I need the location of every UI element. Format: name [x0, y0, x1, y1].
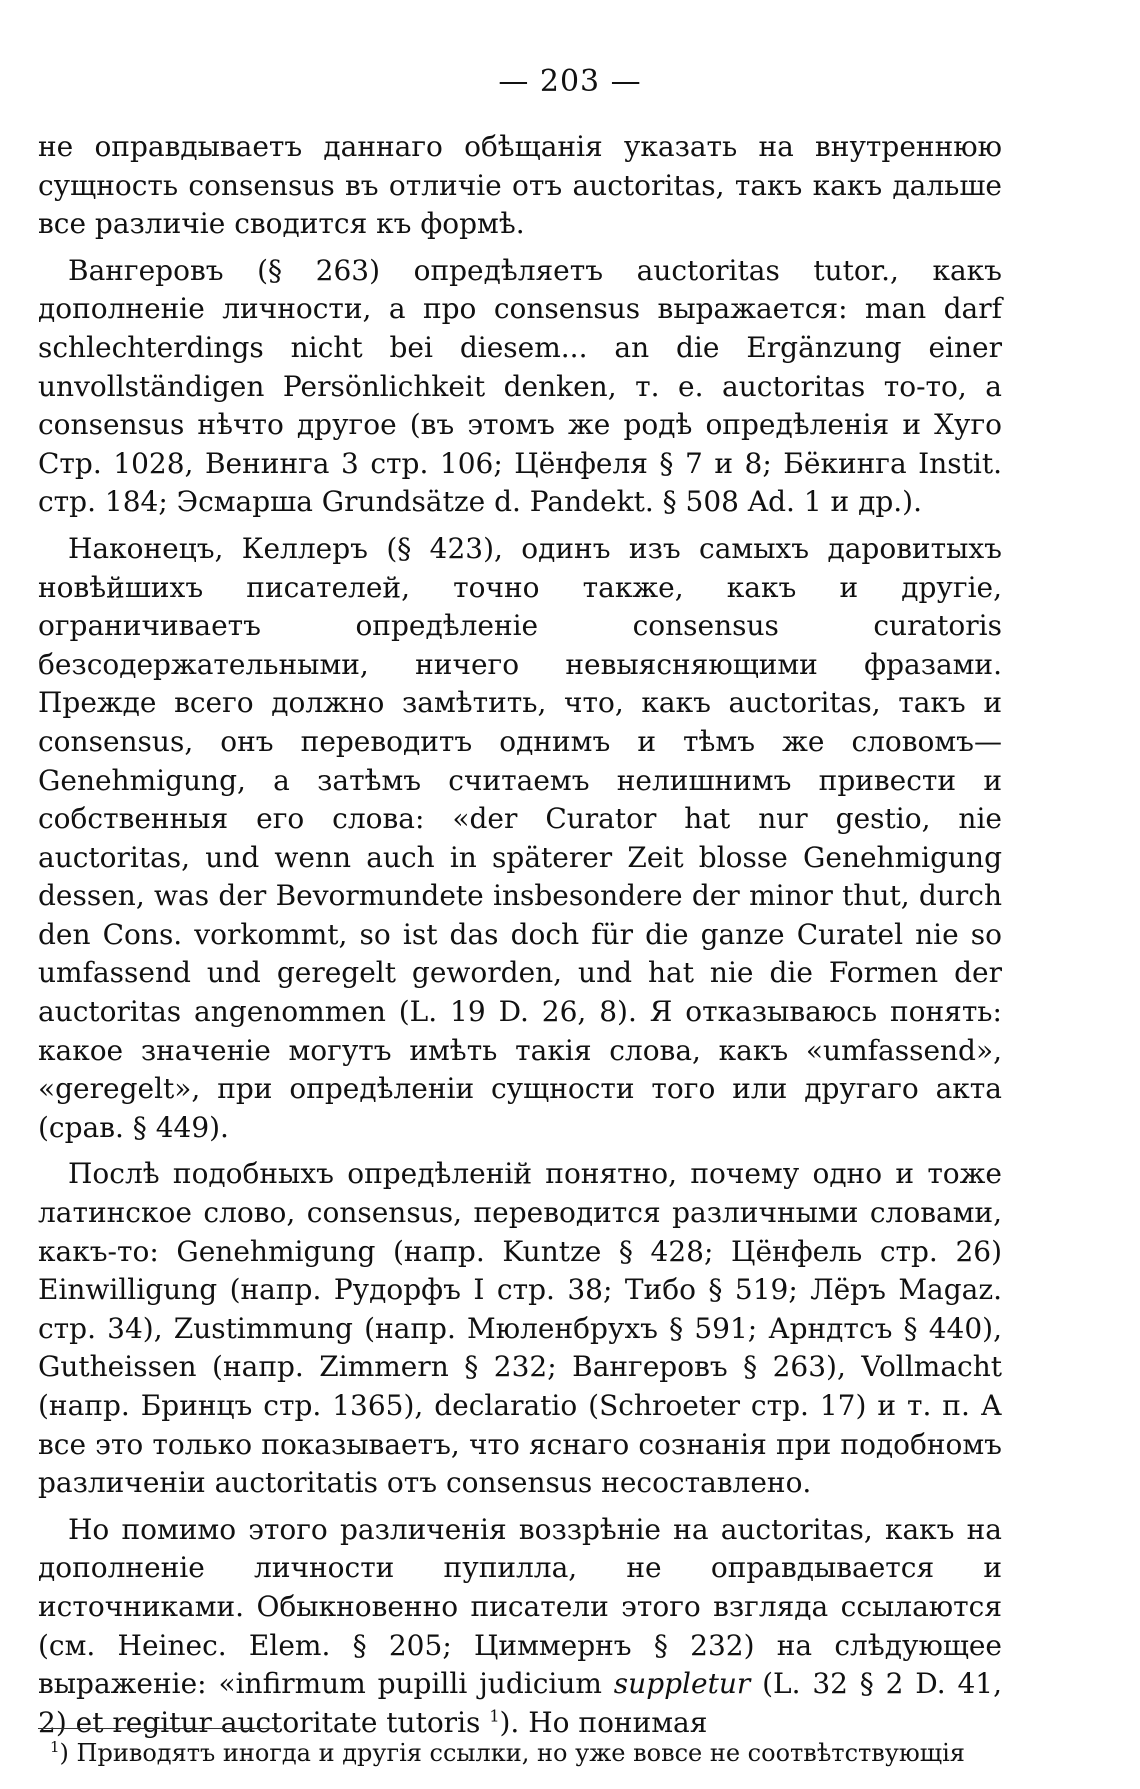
paragraph-5: [38, 1511, 1002, 1743]
footnote-divider: [38, 1728, 278, 1729]
footnote-text: ) Приводятъ иногда и другія ссылки, но уже вовсе не соотвѣтствующія: [59, 1739, 965, 1767]
footnote-reference: 1: [489, 1706, 500, 1726]
footnote-mark: 1: [50, 1738, 60, 1756]
paragraph-5-italic: suppletur: [613, 1667, 751, 1701]
paragraph-5-start: Но помимо этого различенія воззрѣніе на auctoritas, какъ на дополненіе личности пупилла, не оправдывается и источниками. Обыкновенно писатели этого взгляда ссылаются (см. Heinec. Elem. § 205; Циммернъ § 232) на слѣдующее выраженіе: «infirmum pupilli judicium: [38, 1512, 1002, 1701]
body-text: [38, 128, 1002, 1742]
paragraph-5-end: ). Но понимая: [499, 1705, 708, 1739]
footnote: [50, 1738, 1000, 1768]
page-number: — 203 —: [498, 64, 642, 99]
paragraph-4-text: Послѣ подобныхъ опредѣленій понятно, почему одно и тоже латинское слово, consensus, переводится различными словами, какъ-то: Genehmigung (напр. Kuntze § 428; Цёнфель стр. 26) Einwilligung (напр. Рудорфъ I стр. 38; Тибо § 519; Лёръ Magaz. стр. 34), Zustimmung (напр. Мюленбрухъ § 591; Арндтсъ § 440), Gutheissen (напр. Zimmern § 232; Вангеровъ § 263), Vollmacht (напр. Бринцъ стр. 1365), declaratio (Schroeter стр. 17) и т. п. А все это только показываетъ, что яснаго сознанія при подобномъ различеніи auctoritatis отъ consensus несоставлено.: [38, 1157, 1002, 1500]
paragraph-2-text: Вангеровъ (§ 263) опредѣляетъ auctoritas tutor., какъ дополненіе личности, а про consensus выражается: man darf schlechterdings nicht bei diesem... an die Ergänzung einer unvollständigen Persönlichkeit denken, т. е. auctoritas то-то, а consensus нѣчто другое (въ этомъ же родѣ опредѣленія и Хуго Стр. 1028, Венинга 3 стр. 106; Цёнфеля § 7 и 8; Бёкинга Instit. стр. 184; Эсмарша Grundsätze d. Pandekt. § 508 Ad. 1 и др.).: [38, 253, 1002, 519]
paragraph-5-middle: (L. 32 § 2 D. 41, 2) et regitur auctoritate tutoris: [38, 1667, 1003, 1739]
paragraph-2: [38, 252, 1002, 522]
paragraph-3-text: Наконецъ, Келлеръ (§ 423), одинъ изъ самыхъ даровитыхъ новѣйшихъ писателей, точно также, какъ и другіе, ограничиваетъ опредѣленіе consensus curatoris безсодержательными, ничего невыясняющими фразами. Прежде всего должно замѣтить, что, какъ auctoritas, такъ и consensus, онъ переводитъ однимъ и тѣмъ же словомъ—Genehmigung, а затѣмъ считаемъ нелишнимъ привести и собственныя его слова: «der Curator hat nur gestio, nie auctoritas, und wenn auch in späterer Zeit blosse Genehmigung dessen, was der Bevormundete insbesondere der minor thut, durch den Cons. vorkommt, so ist das doch für die ganze Curatel nie so umfassend und geregelt geworden, und hat nie die Formen der auctoritas angenommen (L. 19 D. 26, 8). Я отказываюсь понять: какое значеніе могутъ имѣть такія слова, какъ «umfassend», «geregelt», при опредѣленіи сущности того или другаго акта (срав. § 449).: [38, 531, 1002, 1144]
paragraph-4: [38, 1155, 1002, 1502]
paragraph-3: [38, 530, 1002, 1148]
paragraph-1: не оправдываетъ даннаго обѣщанія указать на внутреннюю сущность consensus въ отличіе отъ auctoritas, такъ какъ дальше все различіе сводится къ формѣ.: [38, 130, 1002, 241]
